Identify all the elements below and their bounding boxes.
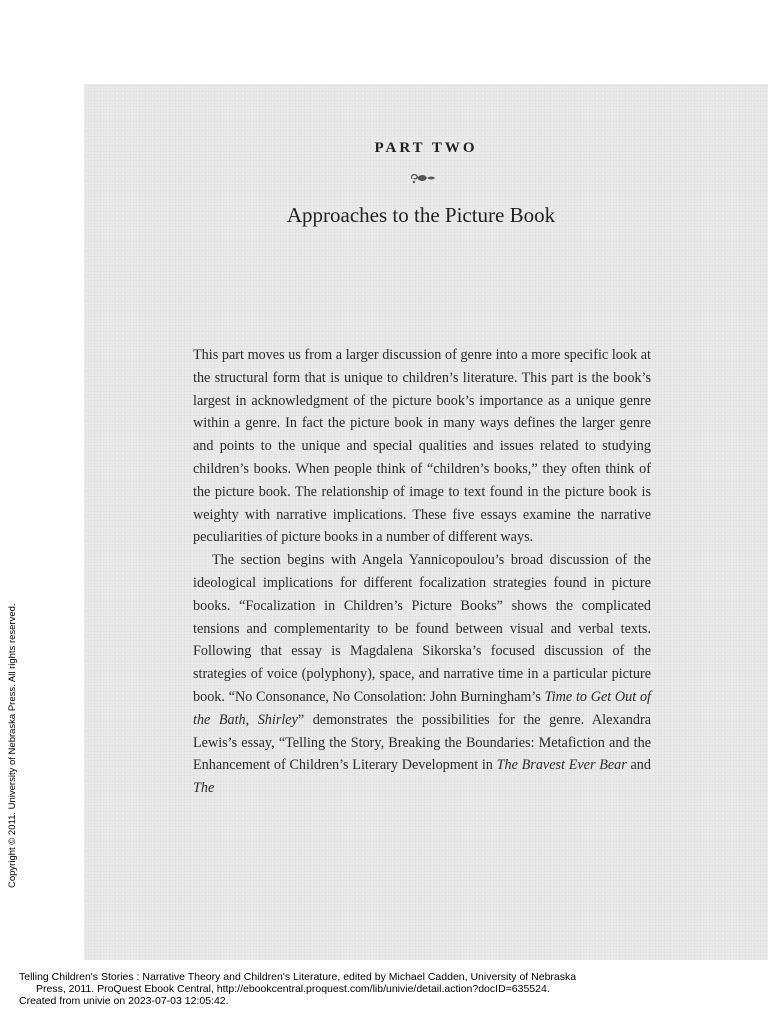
text-run: ” demonstrates the possibilities for the genre. Alexandra Lewis’s essay, “Telling the Story, Breaking the Boundaries: Metafiction and the Enhancement of Children’s Literary Development in <box>193 711 651 774</box>
paragraph <box>193 344 651 549</box>
citation-line: Press, 2011. ProQuest Ebook Central, http://ebookcentral.proquest.com/lib/univie/detail.action?docID=635524. <box>36 983 550 995</box>
text-run: and <box>626 757 651 774</box>
citation-line: Created from univie on 2023-07-03 12:05:42. <box>19 995 229 1007</box>
italic-title-run: Time to Get Out of the Bath, Shirley <box>193 688 651 728</box>
body-text <box>193 344 651 800</box>
part-heading: PART TWO <box>374 140 478 156</box>
citation-footer <box>19 971 719 1007</box>
citation-line: Telling Children's Stories : Narrative Theory and Children's Literature, edited by Michael Cadden, University of Nebraska <box>19 971 577 983</box>
chapter-title: Approaches to the Picture Book <box>286 203 556 227</box>
text-run: This part moves us from a larger discussion of genre into a more specific look at the structural form that is unique to children’s literature. This part is the book’s largest in acknowledgment of the picture book’s importance as a unique genre within a genre. In fact the picture book in many ways defines the larger genre and points to the unique and special qualities and issues related to studying children’s books. When people think of “children’s books,” they often think of the picture book. The relationship of image to text found in the picture book is weighty with narrative implications. These five essays examine the narrative peculiarities of picture books in a number of different ways. <box>193 347 651 546</box>
text-run: The section begins with Angela Yannicopoulou’s broad discussion of the ideological implications for different focalization strategies found in picture books. “Focalization in Children’s Picture Books” shows the complicated tensions and complementarity to be found between visual and verbal texts. Following that essay is Magdalena Sikorska’s focused discussion of the strategies of voice (polyphony), space, and narrative time in a particular picture book. “No Consonance, No Consolation: John Burningham’s <box>193 552 651 705</box>
copyright-notice: Copyright © 2011. University of Nebraska Press. All rights reserved. <box>7 603 18 888</box>
italic-title-run: The <box>193 780 215 797</box>
italic-title-run: The Bravest Ever Bear <box>496 757 627 774</box>
fleuron-ornament-icon <box>406 170 438 186</box>
paragraph <box>193 549 651 800</box>
